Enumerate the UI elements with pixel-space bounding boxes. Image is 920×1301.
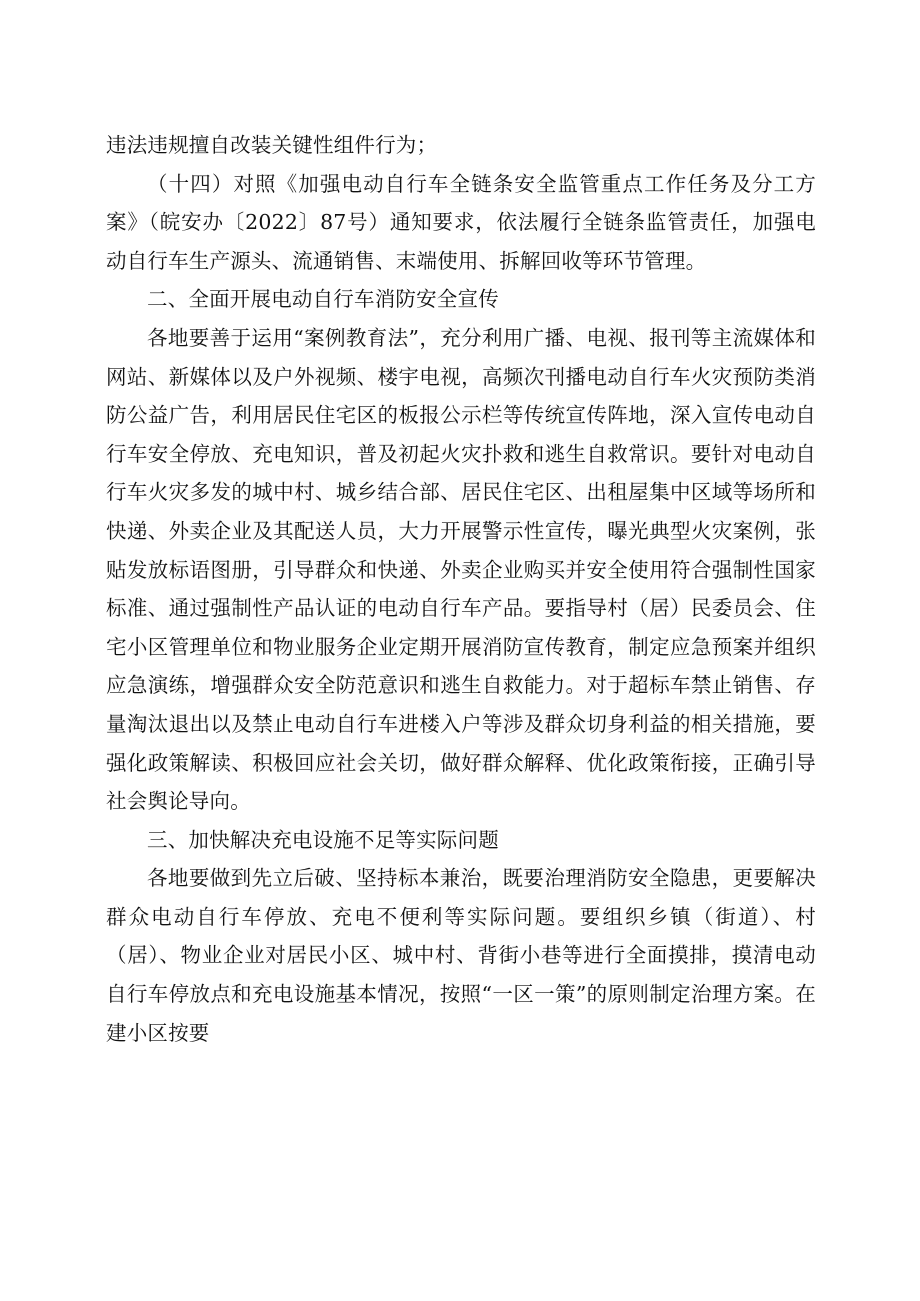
section-heading-3: 三、加快解决充电设施不足等实际问题: [147, 827, 499, 852]
paragraph-publicity: 各地要善于运用“案例教育法”，充分利用广播、电视、报刊等主流媒体和网站、新媒体以及户外视频、楼宇电视，高频次刊播电动自行车火灾预防类消防公益广告，利用居民住宅区的板报公示栏等传统宣传阵地，深入宣传电动自行车安全停放、充电知识，普及初起火灾扑救和逃生自救常识。要针对电动自行车火灾多发的城中村、城乡结合部、居民住宅区、出租屋集中区域等场所和快递、外卖企业及其配送人员，大力开展警示性宣传，曝光典型火灾案例，张贴发放标语图册，引导群众和快递、外卖企业购买并安全使用符合强制性国家标准、通过强制性产品认证的电动自行车产品。要指导村（居）民委员会、住宅小区管理单位和物业服务企业定期开展消防宣传教育，制定应急预案并组织应急演练，增强群众安全防范意识和逃生自救能力。对于超标车禁止销售、存量淘汰退出以及禁止电动自行车进楼入户等涉及群众切身利益的相关措施，要强化政策解读、积极回应社会关切，做好群众解释、优化政策衔接，正确引导社会舆论导向。: [106, 325, 816, 814]
paragraph-item-14: （十四）对照《加强电动自行车全链条安全监管重点工作任务及分工方案》（皖安办〔2022〕87号）通知要求，依法履行全链条监管责任，加强电动自行车生产源头、流通销售、末端使用、拆解回收等环节管理。: [106, 171, 816, 273]
paragraph-continuation: 违法违规擅自改装关键性组件行为；: [106, 133, 438, 157]
paragraph-charging: 各地要做到先立后破、坚持标本兼治，既要治理消防安全隐患，更要解决群众电动自行车停放、充电不便利等实际问题。要组织乡镇（街道）、村（居）、物业企业对居民小区、城中村、背街小巷等进行全面摸排，摸清电动自行车停放点和充电设施基本情况，按照“一区一策”的原则制定治理方案。在建小区按要: [106, 866, 816, 1045]
section-heading-2: 二、全面开展电动自行车消防安全宣传: [147, 287, 499, 312]
